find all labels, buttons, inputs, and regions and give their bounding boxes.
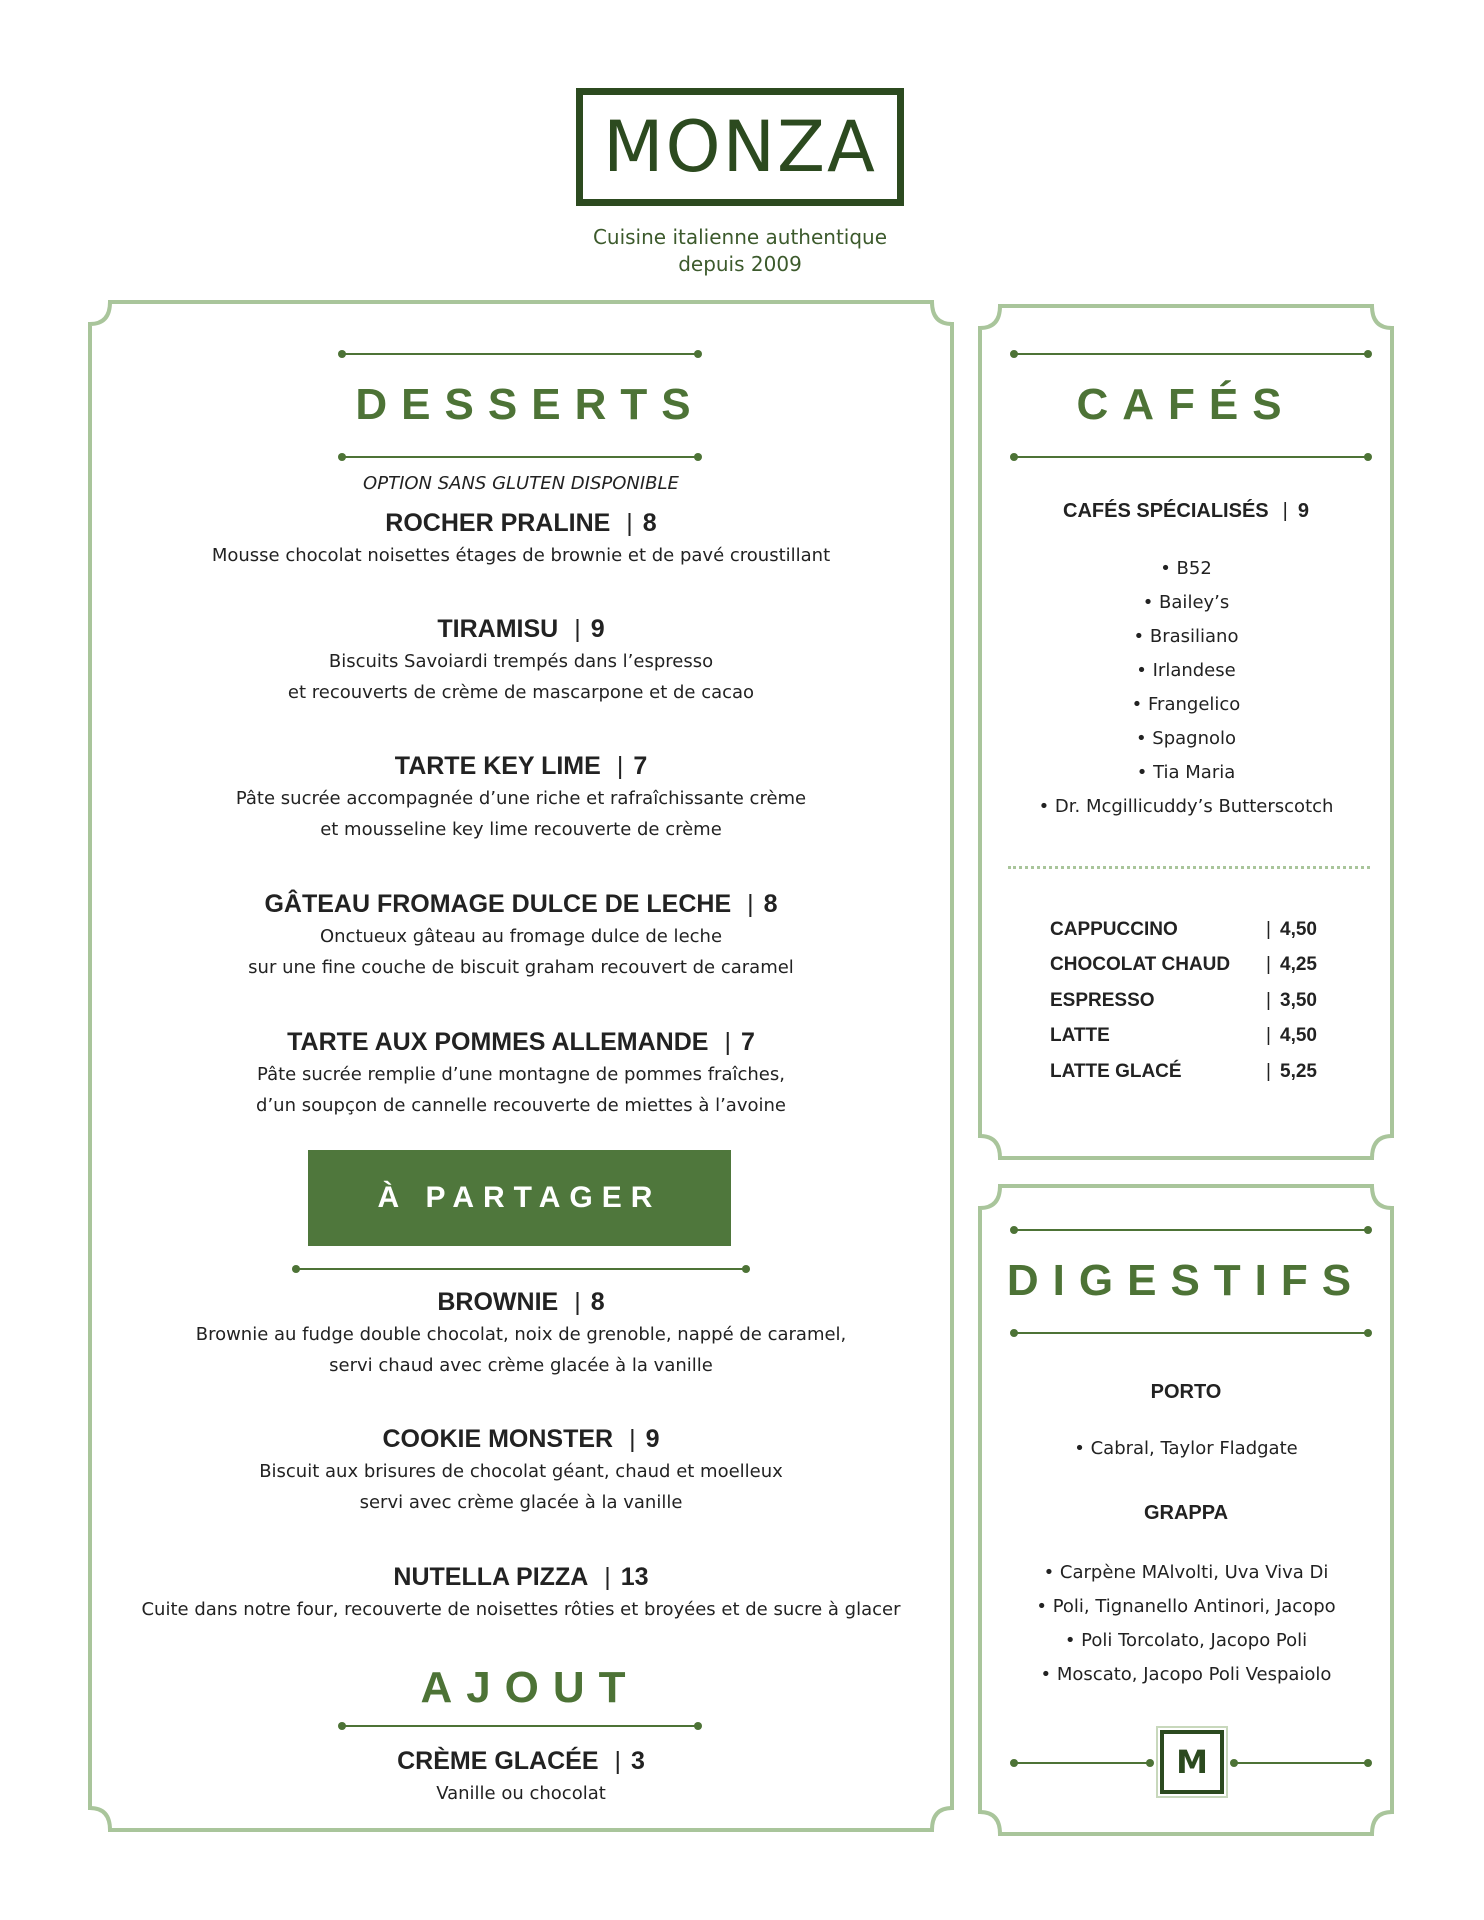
list-item: • Cabral, Taylor Fladgate xyxy=(1074,1438,1298,1459)
item-price: 9 xyxy=(645,1425,660,1453)
coffee-price-table xyxy=(1050,912,1317,1090)
menu-item-title: TARTE AUX POMMES ALLEMANDE | 7 xyxy=(287,1028,755,1056)
decorative-rule xyxy=(1014,1762,1150,1764)
item-description: Biscuit aux brisures de chocolat géant, chaud et moelleux xyxy=(259,1461,783,1482)
list-item: • Bailey’s xyxy=(1142,592,1230,613)
grappa-heading: GRAPPA xyxy=(1143,1502,1229,1524)
decorative-rule xyxy=(342,456,698,458)
item-name: CRÈME GLACÉE xyxy=(397,1747,599,1775)
decorative-rule xyxy=(1014,1229,1368,1231)
tagline xyxy=(540,224,940,278)
coffee-name: ESPRESSO xyxy=(1050,989,1155,1011)
list-item: • Spagnolo xyxy=(1135,728,1237,749)
list-item: • B52 xyxy=(1160,558,1212,579)
coffee-price: 4,25 xyxy=(1280,954,1317,976)
table-row: ESPRESSO | 3,50 xyxy=(1050,983,1317,1019)
gluten-free-note: OPTION SANS GLUTEN DISPONIBLE xyxy=(363,473,679,494)
cafes-title: CAFÉS xyxy=(1076,380,1296,429)
table-row: CHOCOLAT CHAUD | 4,25 xyxy=(1050,948,1317,984)
specialty-price: 9 xyxy=(1297,500,1309,522)
logo-text: MONZA xyxy=(603,106,877,188)
item-description: et recouverts de crème de mascarpone et de cacao xyxy=(287,682,755,703)
porto-list xyxy=(976,1432,1396,1466)
item-name: BROWNIE xyxy=(437,1288,559,1316)
addon-title: AJOUT xyxy=(420,1663,640,1712)
decorative-rule xyxy=(1014,456,1368,458)
menu-item xyxy=(86,1285,956,1381)
grappa-list xyxy=(976,1556,1396,1692)
item-name: TARTE AUX POMMES ALLEMANDE xyxy=(287,1028,709,1056)
menu-item xyxy=(86,506,956,571)
item-description: Pâte sucrée accompagnée d’une riche et rafraîchissante crème xyxy=(235,788,807,809)
menu-item xyxy=(86,887,956,983)
share-banner xyxy=(308,1150,731,1246)
coffee-name: LATTE GLACÉ xyxy=(1050,1060,1182,1082)
menu-item-title: CRÈME GLACÉE | 3 xyxy=(397,1747,645,1775)
item-price: 9 xyxy=(590,615,605,643)
table-row: LATTE GLACÉ | 5,25 xyxy=(1050,1054,1317,1090)
item-description: sur une fine couche de biscuit graham recouvert de caramel xyxy=(248,957,794,978)
tagline-line: depuis 2009 xyxy=(678,252,802,276)
coffee-price: 5,25 xyxy=(1280,1060,1317,1082)
menu-item xyxy=(86,612,956,708)
table-row: CAPPUCCINO | 4,50 xyxy=(1050,912,1317,948)
item-price: 3 xyxy=(631,1747,645,1775)
list-item: • Brasiliano xyxy=(1133,626,1239,647)
item-description: Biscuits Savoiardi trempés dans l’espresso xyxy=(328,651,714,672)
menu-item-title: BROWNIE | 8 xyxy=(437,1288,605,1316)
item-name: TIRAMISU xyxy=(437,615,559,643)
decorative-rule xyxy=(342,353,698,355)
menu-item-title: COOKIE MONSTER | 9 xyxy=(382,1425,660,1453)
desserts-title: DESSERTS xyxy=(355,380,705,429)
dotted-divider xyxy=(1008,866,1370,869)
menu-item-title: NUTELLA PIZZA | 13 xyxy=(393,1563,649,1591)
menu-item xyxy=(86,1744,956,1809)
specialty-heading-text: CAFÉS SPÉCIALISÉS xyxy=(1063,500,1269,522)
logo xyxy=(576,88,904,206)
badge-letter: M xyxy=(1176,1743,1208,1781)
item-description: Mousse chocolat noisettes étages de brownie et de pavé croustillant xyxy=(211,545,831,566)
coffee-name: CHOCOLAT CHAUD xyxy=(1050,954,1231,976)
decorative-rule xyxy=(1014,353,1368,355)
menu-item xyxy=(86,749,956,845)
item-price: 7 xyxy=(633,752,648,780)
item-price: 13 xyxy=(620,1563,649,1591)
menu-item-title: GÂTEAU FROMAGE DULCE DE LECHE | 8 xyxy=(264,890,778,918)
item-description: Brownie au fudge double chocolat, noix de grenoble, nappé de caramel, xyxy=(195,1324,847,1345)
item-name: ROCHER PRALINE xyxy=(385,509,611,537)
item-price: 7 xyxy=(740,1028,755,1056)
table-row: LATTE | 4,50 xyxy=(1050,1019,1317,1055)
item-description: Onctueux gâteau au fromage dulce de leche xyxy=(319,926,723,947)
list-item: • Moscato, Jacopo Poli Vespaiolo xyxy=(1040,1664,1332,1685)
menu-item-title: ROCHER PRALINE | 8 xyxy=(385,509,657,537)
list-item: • Frangelico xyxy=(1131,694,1241,715)
item-price: 8 xyxy=(590,1288,605,1316)
decorative-rule xyxy=(342,1725,698,1727)
decorative-rule xyxy=(296,1268,746,1270)
coffee-name: LATTE xyxy=(1050,1025,1110,1047)
item-name: GÂTEAU FROMAGE DULCE DE LECHE xyxy=(264,890,732,918)
tagline-line: Cuisine italienne authentique xyxy=(592,225,888,249)
list-item: • Tia Maria xyxy=(1136,762,1236,783)
specialty-list xyxy=(976,552,1396,824)
item-name: COOKIE MONSTER xyxy=(382,1425,614,1453)
decorative-rule xyxy=(1234,1762,1368,1764)
list-item: • Irlandese xyxy=(1136,660,1236,681)
item-description: d’un soupçon de cannelle recouverte de miettes à l’avoine xyxy=(256,1095,786,1116)
coffee-price: 4,50 xyxy=(1280,1025,1317,1047)
item-name: NUTELLA PIZZA xyxy=(393,1563,589,1591)
coffee-price: 4,50 xyxy=(1280,918,1317,940)
list-item: • Carpène MAlvolti, Uva Viva Di xyxy=(1043,1562,1329,1583)
specialty-heading: CAFÉS SPÉCIALISÉS | 9 xyxy=(1063,500,1309,522)
item-price: 8 xyxy=(763,890,778,918)
item-description: Pâte sucrée remplie d’une montagne de pommes fraîches, xyxy=(257,1064,785,1085)
menu-item-title: TIRAMISU | 9 xyxy=(437,615,605,643)
item-description: Cuite dans notre four, recouverte de noisettes rôties et broyées et de sucre à glacer xyxy=(141,1599,901,1620)
item-name: TARTE KEY LIME xyxy=(394,752,601,780)
coffee-price: 3,50 xyxy=(1280,989,1317,1011)
porto-heading: PORTO xyxy=(1150,1381,1222,1403)
item-description: et mousseline key lime recouverte de crème xyxy=(320,819,722,840)
list-item: • Poli Torcolato, Jacopo Poli xyxy=(1064,1630,1308,1651)
menu-item xyxy=(86,1560,956,1625)
digestifs-title: DIGESTIFS xyxy=(1006,1256,1366,1305)
menu-item-title: TARTE KEY LIME | 7 xyxy=(394,752,648,780)
item-price: 8 xyxy=(642,509,657,537)
coffee-name: CAPPUCCINO xyxy=(1050,918,1178,940)
decorative-rule xyxy=(1014,1332,1368,1334)
monza-badge xyxy=(1160,1730,1224,1794)
list-item: • Poli, Tignanello Antinori, Jacopo xyxy=(1036,1596,1336,1617)
item-description: Vanille ou chocolat xyxy=(436,1783,606,1804)
menu-item xyxy=(86,1422,956,1518)
menu-item xyxy=(86,1025,956,1121)
item-description: servi avec crème glacée à la vanille xyxy=(359,1492,683,1513)
item-description: servi chaud avec crème glacée à la vanille xyxy=(329,1355,713,1376)
share-title: À PARTAGER xyxy=(377,1181,662,1214)
list-item: • Dr. Mcgillicuddy’s Butterscotch xyxy=(1038,796,1334,817)
